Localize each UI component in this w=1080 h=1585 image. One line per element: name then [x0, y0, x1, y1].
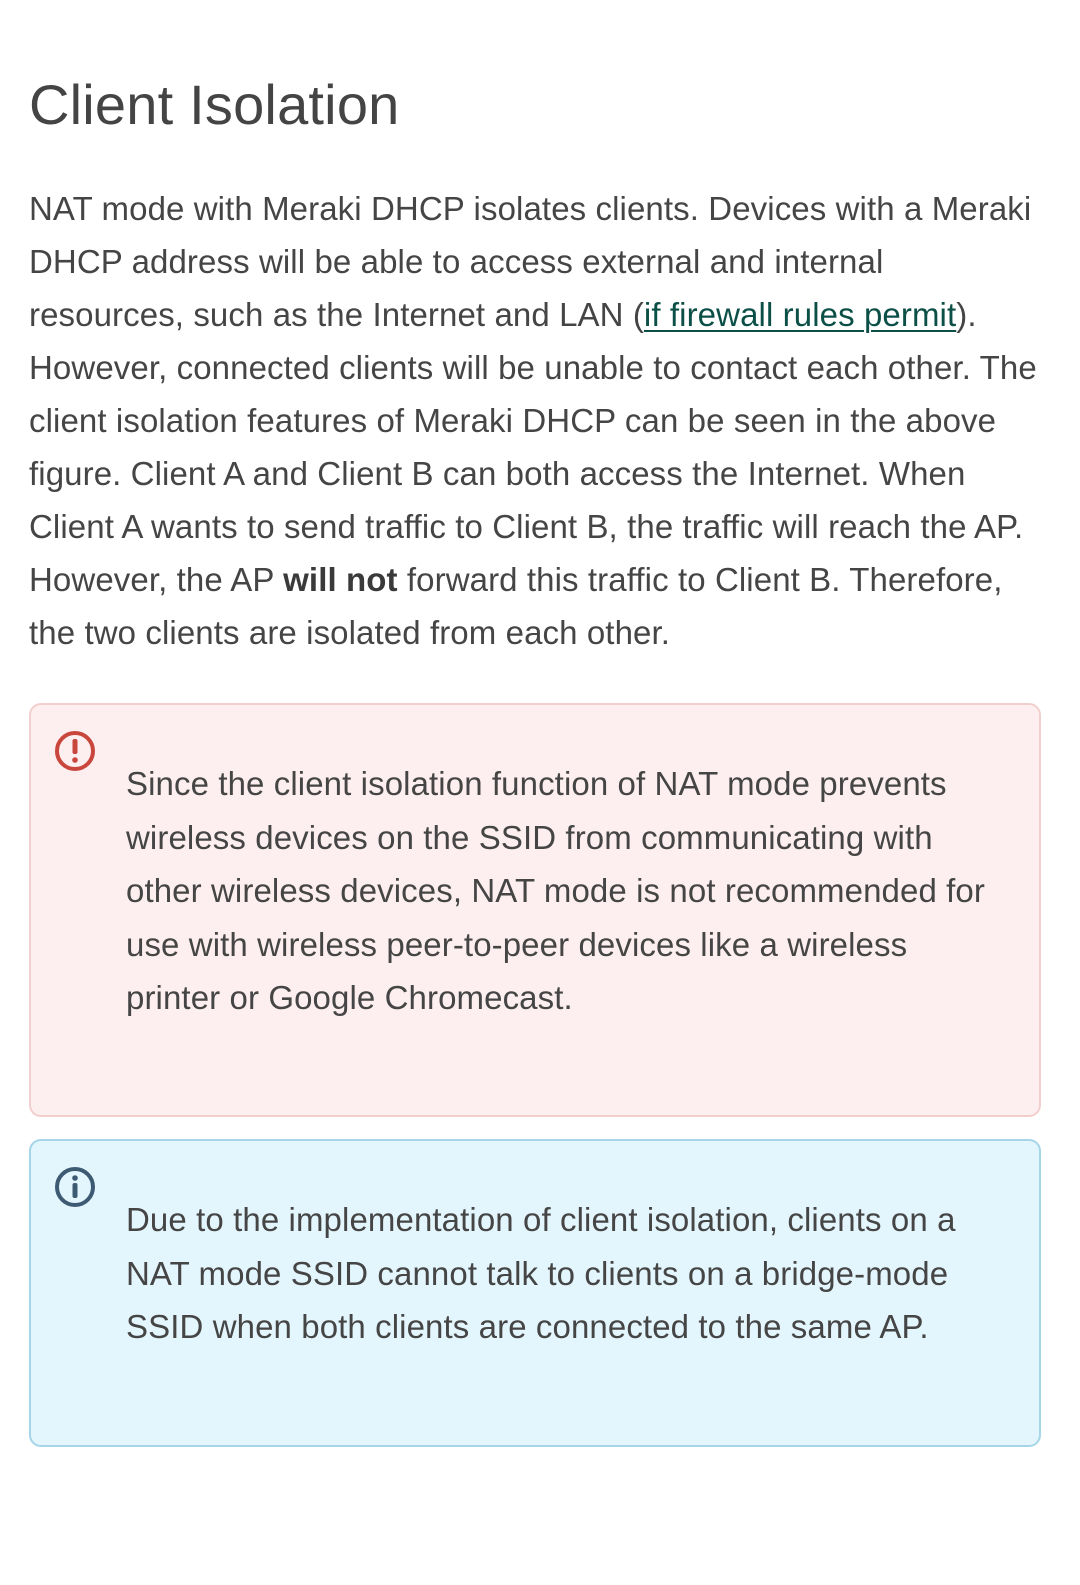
body-paragraph: [29, 182, 1040, 659]
emphasis-text: will not: [283, 561, 398, 598]
exclamation-circle-icon: [53, 729, 97, 773]
page-title: Client Isolation: [29, 73, 400, 136]
info-circle-icon: [53, 1165, 97, 1209]
info-text: Due to the implementation of client isolation, clients on a NAT mode SSID cannot talk to clients on a bridge-mode SSID when both clients are connected to the same AP.: [126, 1201, 956, 1345]
warning-callout: [29, 703, 1041, 1117]
info-callout: [29, 1139, 1041, 1447]
paragraph-text: forward this traffic to Client B. Therefore, the two clients are isolated from each other.: [29, 561, 1003, 651]
paragraph-text: NAT mode with Meraki DHCP isolates clients. Devices with a Meraki DHCP address will be able to access external and internal resources, such as the Internet and LAN (: [29, 190, 1032, 333]
warning-text: Since the client isolation function of NAT mode prevents wireless devices on the SSID from communicating with other wireless devices, NAT mode is not recommended for use with wireless peer-to-peer devices like a wireless printer or Google Chromecast.: [126, 765, 985, 1016]
paragraph-text: ). However, connected clients will be unable to contact each other. The client isolation features of Meraki DHCP can be seen in the above figure. Client A and Client B can both access the Internet. When Client A wants to send traffic to Client B, the traffic will reach the AP. However, the AP: [29, 296, 1037, 598]
firewall-rules-link[interactable]: if firewall rules permit: [643, 296, 957, 333]
